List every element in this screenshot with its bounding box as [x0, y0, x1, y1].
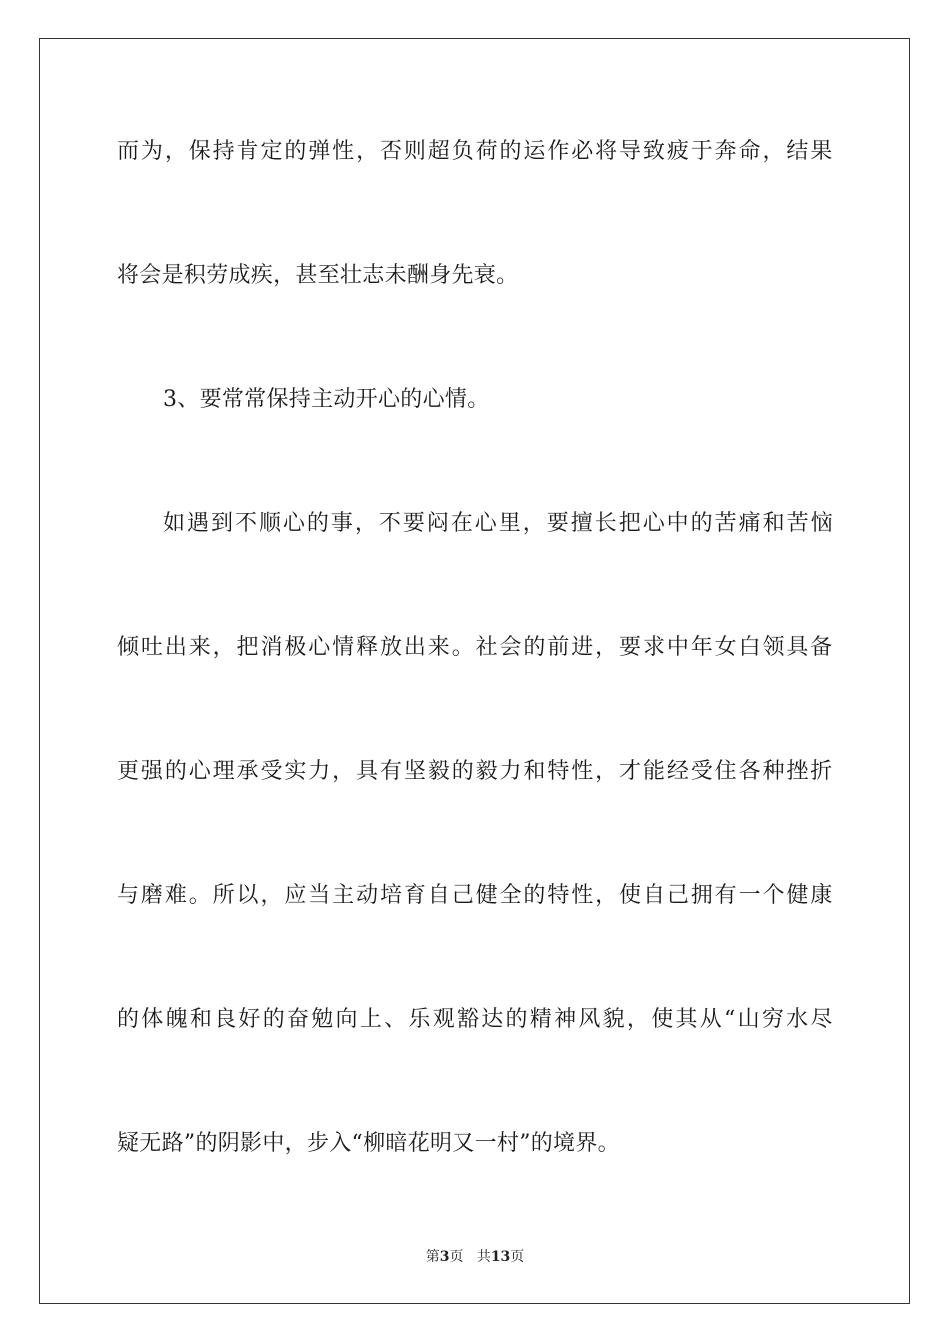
glyph: ， — [595, 759, 618, 784]
glyph: 的 — [690, 511, 713, 536]
paragraph-line-6 — [117, 757, 833, 787]
glyph: 荷 — [475, 139, 498, 164]
glyph: 的 — [523, 883, 546, 908]
glyph: 的 — [164, 759, 188, 784]
glyph: 要 — [546, 511, 570, 536]
glyph: 体 — [141, 1007, 164, 1032]
section-heading-3: 3、要常常保持主动开心的心情。 — [163, 387, 490, 412]
glyph: 和 — [189, 1007, 213, 1032]
glyph: 己 — [451, 883, 474, 908]
paragraph-line-7 — [117, 881, 833, 911]
glyph: 一 — [738, 883, 761, 908]
glyph: 当 — [308, 883, 331, 908]
glyph: 把 — [236, 635, 259, 660]
glyph: 上 — [359, 1007, 383, 1032]
glyph: 尽 — [810, 1007, 833, 1032]
glyph: 导 — [619, 139, 642, 164]
glyph: 水 — [786, 1007, 809, 1032]
glyph: 遇 — [186, 511, 210, 536]
total-label-suffix: 页 — [510, 1249, 525, 1265]
glyph: 中 — [666, 511, 689, 536]
paragraph-line-8 — [117, 1005, 833, 1035]
total-label-prefix: 共 — [476, 1249, 491, 1265]
glyph: 良 — [214, 1007, 237, 1032]
glyph: 具 — [786, 635, 809, 660]
glyph: 以 — [236, 883, 259, 908]
glyph: ， — [332, 759, 355, 784]
glyph: 的 — [284, 139, 307, 164]
glyph: 性 — [332, 139, 355, 164]
glyph: 乐 — [408, 1007, 431, 1032]
glyph: 超 — [427, 139, 451, 164]
glyph: 己 — [666, 883, 690, 908]
glyph: 与 — [117, 883, 140, 908]
glyph: 受 — [690, 759, 714, 784]
glyph: 要 — [619, 635, 642, 660]
glyph: 达 — [481, 1007, 504, 1032]
glyph: 心 — [188, 759, 212, 784]
glyph: 来 — [188, 635, 212, 660]
glyph: 心 — [642, 511, 665, 536]
glyph: 否 — [379, 139, 403, 164]
glyph: 坚 — [403, 759, 427, 784]
glyph: 则 — [403, 139, 427, 164]
glyph: 力 — [308, 759, 331, 784]
glyph: “ — [724, 1007, 736, 1032]
glyph: 和 — [762, 511, 785, 536]
glyph: 求 — [642, 635, 666, 660]
glyph: 极 — [284, 635, 307, 660]
glyph: 所 — [212, 883, 235, 908]
glyph: 出 — [403, 635, 427, 660]
glyph: 倾 — [117, 635, 140, 660]
glyph: 勉 — [311, 1007, 334, 1032]
glyph: 长 — [594, 511, 618, 536]
glyph: 命 — [738, 139, 761, 164]
glyph: 定 — [260, 139, 283, 164]
glyph: 里 — [498, 511, 522, 536]
glyph: 持 — [212, 139, 235, 164]
glyph: 出 — [164, 635, 188, 660]
glyph: 自 — [642, 883, 666, 908]
glyph: 到 — [210, 511, 234, 536]
glyph: 豁 — [456, 1007, 480, 1032]
glyph: 如 — [163, 511, 186, 536]
glyph: ， — [595, 883, 618, 908]
glyph: 白 — [738, 635, 761, 660]
glyph: 使 — [651, 1007, 674, 1032]
glyph: ， — [626, 1007, 650, 1032]
glyph: 个 — [762, 883, 785, 908]
glyph: 健 — [786, 883, 809, 908]
glyph: 。 — [451, 635, 474, 660]
glyph: 向 — [335, 1007, 358, 1032]
glyph: ， — [762, 139, 785, 164]
glyph: 穷 — [761, 1007, 785, 1032]
glyph: 住 — [714, 759, 737, 784]
glyph: 事 — [330, 511, 354, 536]
glyph: 力 — [499, 759, 522, 784]
glyph: 于 — [690, 139, 714, 164]
glyph: 各 — [738, 759, 761, 784]
glyph: 实 — [284, 759, 307, 784]
glyph: 难 — [164, 883, 188, 908]
glyph: 擅 — [570, 511, 594, 536]
glyph: ， — [595, 635, 618, 660]
glyph: 特 — [547, 759, 570, 784]
glyph: 心 — [308, 635, 331, 660]
glyph: 释 — [356, 635, 379, 660]
glyph: 有 — [379, 759, 403, 784]
glyph: 种 — [762, 759, 785, 784]
glyph: 会 — [499, 635, 522, 660]
glyph: 性 — [571, 883, 594, 908]
glyph: 负 — [451, 139, 474, 164]
glyph: 的 — [523, 635, 546, 660]
glyph: 苦 — [714, 511, 737, 536]
glyph: 奋 — [286, 1007, 310, 1032]
glyph: 毅 — [475, 759, 498, 784]
current-page-number: 3 — [439, 1249, 450, 1265]
glyph: ， — [522, 511, 546, 536]
glyph: 。 — [188, 883, 212, 908]
glyph: 更 — [117, 759, 140, 784]
glyph: 来 — [427, 635, 451, 660]
glyph: ， — [354, 511, 378, 536]
glyph: 才 — [619, 759, 642, 784]
paragraph-line-5 — [117, 633, 833, 663]
glyph: 必 — [571, 139, 594, 164]
glyph: 有 — [714, 883, 737, 908]
glyph: 经 — [666, 759, 690, 784]
glyph: 肯 — [236, 139, 259, 164]
glyph: 拥 — [690, 883, 714, 908]
glyph: 领 — [762, 635, 785, 660]
glyph: 心 — [282, 511, 306, 536]
glyph: 心 — [474, 511, 498, 536]
glyph: 观 — [432, 1007, 455, 1032]
glyph: 的 — [451, 759, 474, 784]
glyph: 的 — [505, 1007, 528, 1032]
glyph: 将 — [595, 139, 618, 164]
glyph: 其 — [675, 1007, 698, 1032]
glyph: ， — [164, 139, 188, 164]
glyph: 的 — [306, 511, 330, 536]
glyph: 放 — [379, 635, 403, 660]
glyph: ， — [356, 139, 379, 164]
glyph: 折 — [810, 759, 833, 784]
page-label-prefix: 第 — [425, 1249, 440, 1265]
glyph: 年 — [690, 635, 714, 660]
glyph: 毅 — [427, 759, 451, 784]
glyph: 果 — [810, 139, 833, 164]
glyph: 要 — [402, 511, 426, 536]
glyph: 康 — [810, 883, 833, 908]
glyph: 理 — [212, 759, 235, 784]
glyph: 在 — [450, 511, 474, 536]
glyph: 和 — [523, 759, 546, 784]
glyph: 挫 — [786, 759, 809, 784]
glyph: 具 — [356, 759, 379, 784]
glyph: ， — [212, 635, 235, 660]
glyph: 运 — [523, 139, 546, 164]
glyph: 特 — [547, 883, 570, 908]
glyph: 磨 — [140, 883, 164, 908]
glyph: 致 — [642, 139, 666, 164]
glyph: 好 — [238, 1007, 261, 1032]
glyph: 中 — [666, 635, 690, 660]
glyph: 受 — [260, 759, 283, 784]
glyph: 应 — [284, 883, 307, 908]
glyph: 备 — [810, 635, 833, 660]
paragraph-line-1 — [117, 137, 833, 167]
glyph: 消 — [260, 635, 283, 660]
glyph: 吐 — [140, 635, 164, 660]
glyph: 承 — [236, 759, 259, 784]
glyph: 全 — [499, 883, 522, 908]
glyph: 不 — [378, 511, 402, 536]
glyph: 山 — [737, 1007, 760, 1032]
glyph: 自 — [427, 883, 451, 908]
glyph: 闷 — [426, 511, 450, 536]
page-footer — [0, 1248, 950, 1266]
glyph: 顺 — [258, 511, 282, 536]
glyph: 能 — [642, 759, 666, 784]
glyph: 貌 — [602, 1007, 625, 1032]
glyph: 把 — [618, 511, 642, 536]
glyph: 恼 — [810, 511, 833, 536]
glyph: 动 — [356, 883, 379, 908]
glyph: 的 — [117, 1007, 140, 1032]
glyph: 保 — [188, 139, 212, 164]
glyph: 结 — [786, 139, 809, 164]
glyph: 情 — [332, 635, 355, 660]
glyph: 不 — [234, 511, 258, 536]
glyph: 为 — [140, 139, 164, 164]
glyph: 育 — [403, 883, 427, 908]
glyph: 使 — [619, 883, 642, 908]
glyph: 从 — [699, 1007, 723, 1032]
glyph: 精 — [529, 1007, 553, 1032]
glyph: 而 — [117, 139, 140, 164]
glyph: 风 — [578, 1007, 601, 1032]
glyph: 作 — [547, 139, 570, 164]
glyph: 强 — [140, 759, 164, 784]
paragraph-line-4 — [163, 509, 833, 539]
glyph: 的 — [499, 139, 522, 164]
glyph: 的 — [262, 1007, 285, 1032]
glyph: 女 — [714, 635, 737, 660]
glyph: 健 — [475, 883, 498, 908]
glyph: 弹 — [308, 139, 331, 164]
total-page-count: 13 — [490, 1249, 511, 1265]
glyph: ， — [260, 883, 283, 908]
page-border — [39, 38, 910, 1304]
glyph: 前 — [547, 635, 570, 660]
paragraph-line-9: 疑无路”的阴影中，步入“柳暗花明又一村”的境界。 — [117, 1131, 620, 1156]
glyph: 进 — [571, 635, 594, 660]
glyph: 培 — [379, 883, 403, 908]
glyph: 苦 — [786, 511, 809, 536]
glyph: 神 — [554, 1007, 577, 1032]
page-label-suffix: 页 — [449, 1249, 464, 1265]
glyph: 、 — [384, 1007, 407, 1032]
paragraph-line-2: 将会是积劳成疾，甚至壮志未酬身先衰。 — [117, 263, 519, 288]
glyph: 疲 — [666, 139, 690, 164]
glyph: 性 — [571, 759, 594, 784]
glyph: 主 — [332, 883, 355, 908]
glyph: 痛 — [738, 511, 761, 536]
glyph: 魄 — [165, 1007, 188, 1032]
glyph: 奔 — [714, 139, 737, 164]
glyph: 社 — [475, 635, 498, 660]
